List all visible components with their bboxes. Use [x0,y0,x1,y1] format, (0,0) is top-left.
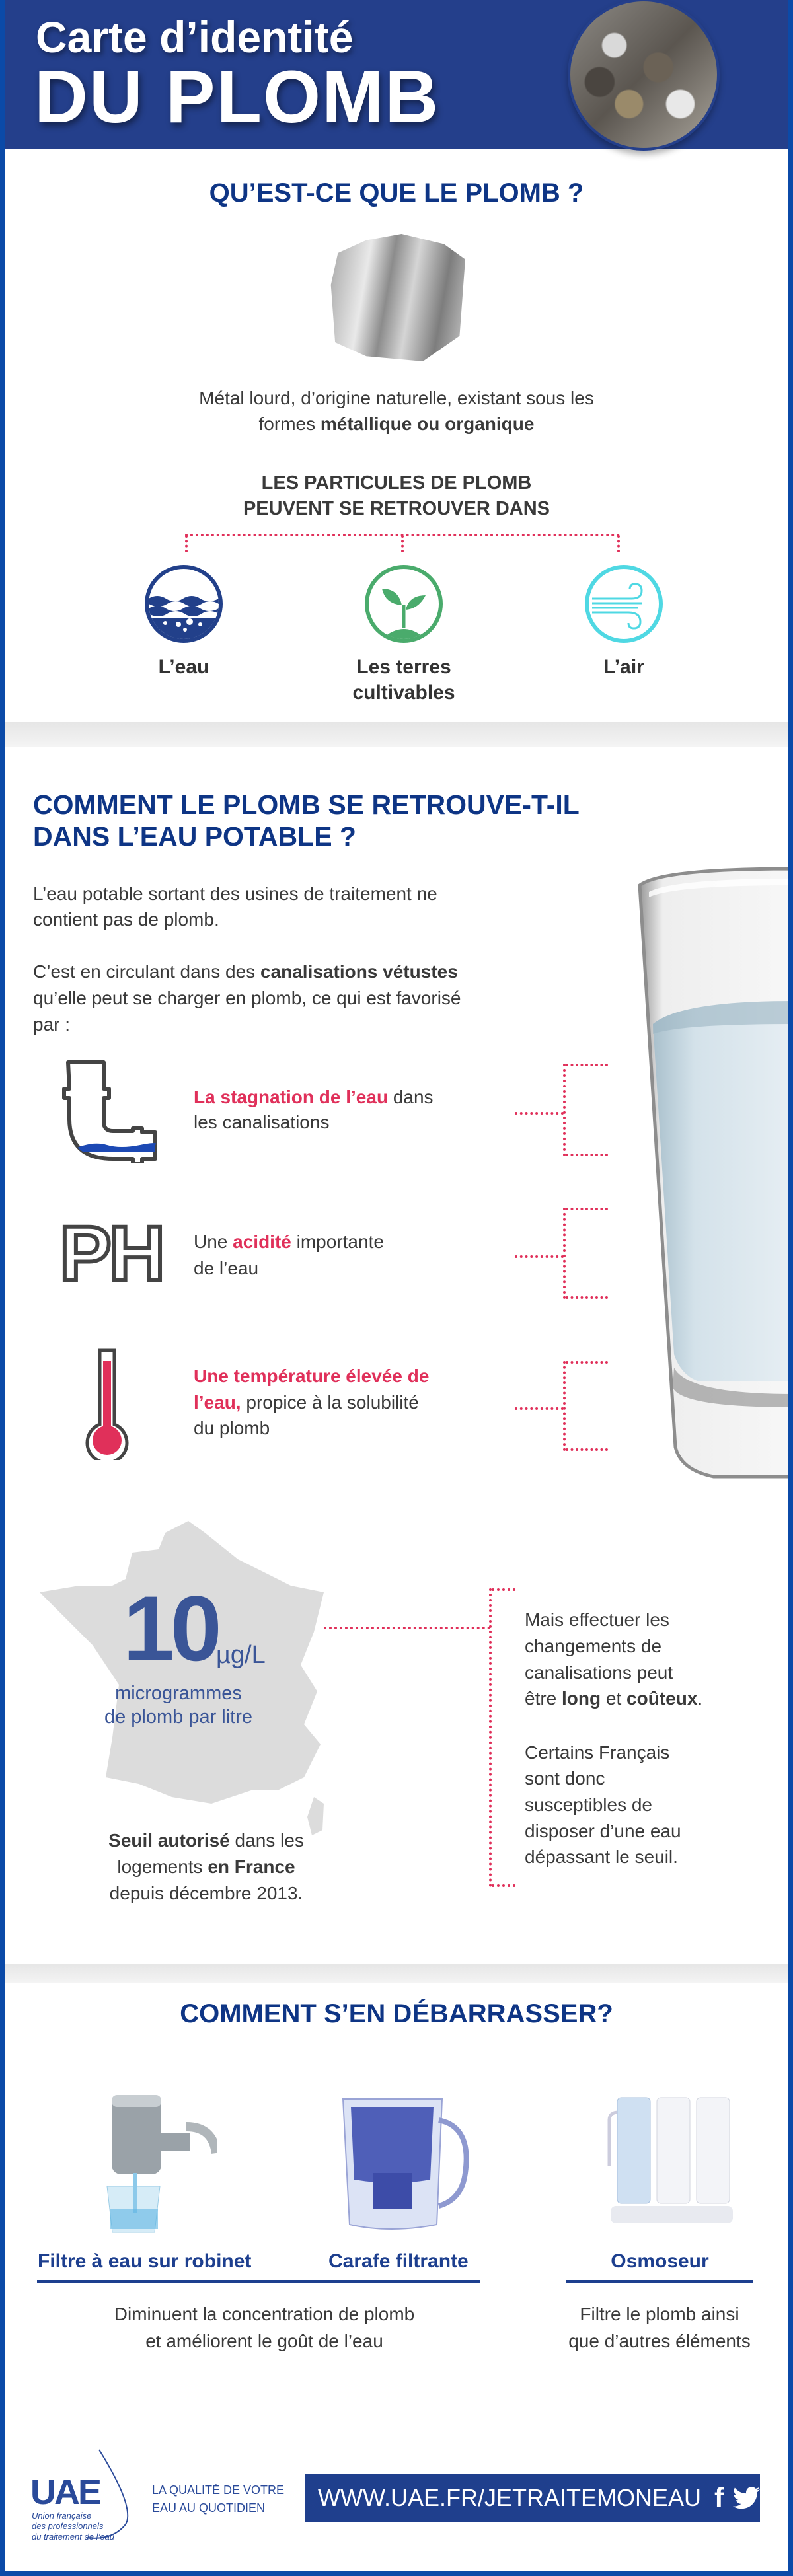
desc-left-line2: et améliorent le goût de l’eau [145,2331,383,2351]
factor1-highlight: La stagnation de l’eau [194,1087,389,1107]
title-line2: DU PLOMB [34,55,440,138]
logo-sub-1: Union française [32,2511,92,2521]
factor1-bracket [563,1064,566,1156]
underline-right [566,2280,753,2283]
r4a: être [525,1688,562,1709]
connector-tick [617,535,620,552]
twitter-icon[interactable] [733,2485,760,2511]
factor3-highlight2: l’eau, [194,1392,241,1413]
r4c: et [601,1688,627,1709]
item-label-air: L’air [603,656,644,678]
right-line1: Mais effectuer les [525,1609,669,1630]
water-icon [145,565,223,643]
right-line2: changements de [525,1636,662,1656]
logo-sub-3: du traitement de l’eau [32,2532,115,2542]
section1-desc-line1: Métal lourd, d’origine naturelle, existant sous les [199,388,594,408]
p2-normal: C’est en circulant dans des [33,961,260,982]
factor3-bracket [563,1361,566,1451]
particles-line1: LES PARTICULES DE PLOMB [261,472,532,494]
unit-desc-line1: microgrammes [115,1683,242,1704]
factor1-bracket-top [566,1064,608,1066]
factor1-line1 [194,1084,434,1111]
factor3-line2 [194,1389,419,1416]
r4-long: long [562,1688,601,1709]
lead-ore-photo [568,0,720,151]
factor2-bracket [563,1208,566,1299]
unit-desc-line2: de plomb par litre [104,1707,253,1728]
seuil2-normal: logements [117,1857,208,1877]
map-bracket-top [492,1588,515,1591]
thermometer-icon [83,1348,132,1460]
factor2-bracket-bottom [566,1296,608,1299]
p2-line1 [33,959,458,985]
desc-right-line2: que d’autres éléments [568,2331,751,2351]
section-divider [0,722,793,747]
p1-line1: L’eau potable sortant des usines de traitement ne [33,883,437,904]
factor3-bracket-bottom [566,1448,608,1451]
ph-icon: PH [59,1210,163,1298]
desc-bold: métallique ou organique [320,414,535,434]
item-label-soil-1: Les terres [356,656,451,678]
connector-tick [401,535,404,552]
item-label-soil-2: cultivables [352,682,455,704]
desc-right-line1: Filtre le plomb ainsi [580,2304,739,2324]
factor2-line1 [194,1229,384,1255]
facebook-icon[interactable]: f [714,2482,724,2513]
factor2-bracket-top [566,1208,608,1210]
plant-icon [365,565,443,643]
right2-line3: susceptibles de [525,1794,653,1815]
lead-metal-photo [324,234,465,361]
right2-line4: disposer d’une eau [525,1821,681,1841]
factor3-bracket-top [566,1361,608,1364]
factor1-line2: les canalisations [194,1112,330,1132]
right-line4 [525,1685,702,1712]
factor3-rest: propice à la solubilité [241,1392,419,1413]
section2-heading-line1: COMMENT LE PLOMB SE RETROUVE-T-IL [33,790,580,820]
connector-tick [185,535,188,552]
product-label-osmosis: Osmoseur [611,2250,709,2272]
filter-jug-photo [336,2094,472,2234]
tagline-1: LA QUALITÉ DE VOTRE [152,2484,285,2497]
uae-logo: UAE [30,2472,100,2512]
r4-couteux: coûteux [626,1688,698,1709]
desc-left-line1: Diminuent la concentration de plomb [114,2304,415,2324]
p2-line2: qu’elle peut se charger en plomb, ce qui est favorisé [33,988,461,1008]
factor2-line2: de l’eau [194,1258,259,1278]
seuil-line1 [74,1827,338,1854]
underline-left [37,2280,480,2283]
right2-line5: dépassant le seuil. [525,1847,678,1867]
seuil-rest: dans les [229,1830,304,1851]
map-bracket-bottom [492,1884,515,1887]
seuil-line2 [74,1854,338,1880]
uae-logo-subtitle [32,2511,114,2542]
item-label-water: L’eau [158,656,209,678]
factor3-highlight: Une température élevée de [194,1366,430,1386]
p2-line3: par : [33,1014,71,1035]
section-divider [0,1964,793,1983]
website-link[interactable]: WWW.UAE.FR/JETRAITEMONEAU [318,2484,701,2511]
map-connector [324,1627,490,1629]
seuil2-bold: en France [208,1857,295,1877]
pipe-icon [55,1060,161,1163]
website-banner[interactable] [305,2474,760,2522]
title-line1: Carte d’identité [36,13,354,61]
right2-line1: Certains Français [525,1742,670,1763]
factor2-pre: Une [194,1232,233,1252]
right2-line2: sont donc [525,1768,605,1788]
factor1-rest: dans [388,1087,434,1107]
factor1-bracket-bottom [566,1154,608,1156]
factor1-connector [515,1112,564,1115]
right-line3: canalisations peut [525,1662,673,1683]
particles-line2: PEUVENT SE RETROUVER DANS [243,498,550,519]
water-glass-illustration [634,865,793,1480]
product-label-faucet: Filtre à eau sur robinet [38,2250,252,2272]
osmosis-unit-photo [584,2094,734,2234]
limit-unit: µg/L [216,1641,266,1669]
p1-line2: contient pas de plomb. [33,909,219,930]
limit-value: 10 [123,1576,218,1680]
factor2-highlight: acidité [233,1232,291,1252]
seuil-bold: Seuil autorisé [108,1830,230,1851]
tagline [152,2482,284,2517]
section2-heading-line2: DANS L’EAU POTABLE ? [33,821,356,852]
p2-bold: canalisations vétustes [260,961,458,982]
tagline-2: EAU AU QUOTIDIEN [152,2501,266,2515]
logo-sub-2: des professionnels [32,2521,104,2531]
desc-normal: formes [258,414,321,434]
factor2-rest: importante [291,1232,384,1252]
r4e: . [697,1688,703,1709]
factor2-connector [515,1255,564,1258]
faucet-filter-photo [104,2094,217,2234]
factor3-line3: du plomb [194,1418,270,1438]
factor3-line1 [194,1363,429,1389]
section1-desc-line2 [0,411,793,437]
map-bracket [489,1588,492,1887]
wind-icon [585,565,663,643]
product-label-jug: Carafe filtrante [328,2250,469,2272]
section4-heading: COMMENT S’EN DÉBARRASSER? [180,1999,613,2028]
section1-heading: QU’EST-CE QUE LE PLOMB ? [209,178,584,207]
factor3-connector [515,1407,564,1410]
seuil-line3: depuis décembre 2013. [109,1883,303,1903]
